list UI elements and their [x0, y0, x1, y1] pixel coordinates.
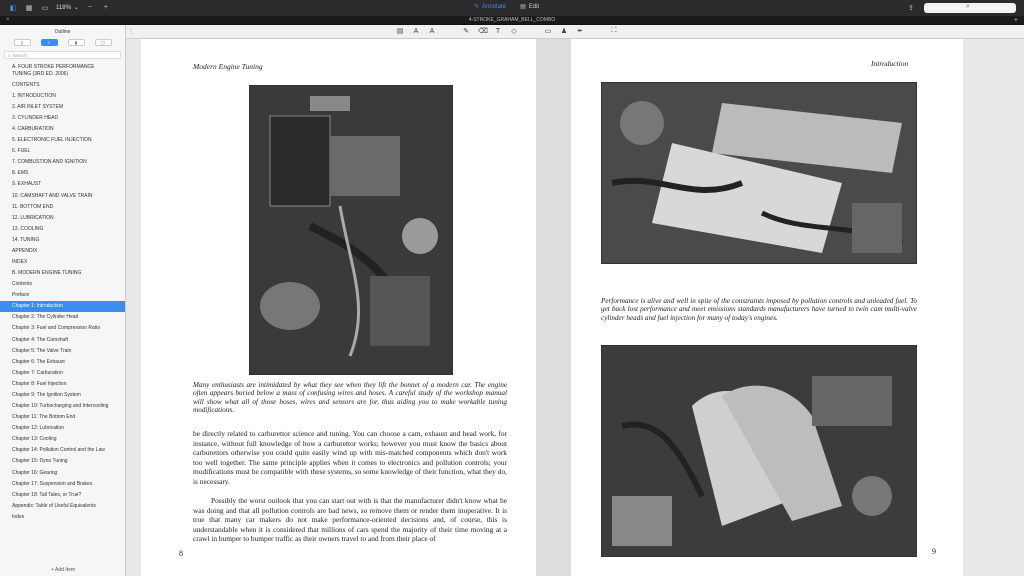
right-photo-caption: Performance is alive and well in spite of the constraints imposed by pollution controls and unleaded fuel. To get back lost performance and meet emissions standards manufacturers have turned to twin cam multi-valve cylinder heads and fuel injection for many of today's engines. — [601, 297, 917, 322]
close-icon[interactable]: × — [6, 17, 10, 23]
thumbnail-view-icon[interactable]: ▦ — [25, 4, 33, 12]
outline-item[interactable]: Chapter 17: Suspension and Brakes — [12, 480, 93, 487]
page-number-left: 8 — [179, 549, 183, 558]
page-gutter — [536, 39, 571, 576]
tab-annotations[interactable] — [95, 39, 112, 46]
intake-manifold-illustration — [602, 346, 916, 556]
zoom-level: 118% — [56, 4, 71, 11]
outline-item[interactable]: 4. CARBURATION — [12, 126, 54, 133]
pen-icon: ✎ — [474, 4, 480, 10]
note-icon: ▢ — [101, 40, 105, 45]
outline-item[interactable]: A. FOUR STROKE PERFORMANCE TUNING (3RD ED. 2006) — [12, 64, 95, 77]
document-area — [126, 25, 1024, 576]
outline-item[interactable]: 1. INTRODUCTION — [12, 92, 56, 99]
document-title: 4-STROKE_GRAHAM_BELL_COMBO — [468, 17, 556, 23]
outline-item[interactable]: 9. EXHAUST — [12, 181, 42, 188]
bookmark-icon: ▮ — [74, 40, 78, 45]
sidebar-toggle-icon[interactable]: ◧ — [9, 4, 17, 12]
annotate-tab[interactable] — [474, 3, 506, 10]
eraser-icon[interactable]: ⌫ — [478, 28, 488, 35]
text-tool-icon[interactable]: T — [495, 27, 501, 35]
outline-item[interactable]: Chapter 1: Introduction — [0, 301, 125, 312]
outline-item[interactable]: Chapter 15: Dyno Tuning — [12, 458, 68, 465]
add-item-button[interactable]: + Add Item — [50, 567, 76, 573]
outline-item[interactable]: Appendix: Table of Useful Equivalents — [12, 502, 96, 509]
outline-item[interactable]: 12. LUBRICATION — [12, 214, 54, 221]
sidebar-title: Outline — [54, 29, 71, 35]
shape-icon[interactable]: ◇ — [511, 28, 517, 35]
outline-search-field[interactable] — [4, 51, 121, 59]
chevron-down-icon: ⌄ — [73, 5, 79, 11]
zoom-in-button[interactable]: + — [103, 4, 108, 11]
tab-bookmarks[interactable] — [68, 39, 85, 46]
search-input[interactable] — [924, 3, 1016, 13]
page-number-right: 9 — [932, 547, 936, 556]
search-icon: ⌕ — [966, 3, 970, 10]
outline-item[interactable]: Chapter 11: The Bottom End — [12, 414, 76, 421]
running-head-left: Modern Engine Tuning — [193, 62, 263, 71]
list-icon: ≡ — [47, 40, 51, 45]
outline-item[interactable]: Chapter 5: The Valve Train — [12, 347, 72, 354]
left-page — [141, 39, 536, 576]
outline-item[interactable]: 11. BOTTOM END — [12, 203, 54, 210]
outline-item[interactable]: Chapter 6: The Exhaust — [12, 358, 65, 365]
zoom-out-button[interactable]: − — [87, 4, 92, 11]
document-tab-bar — [0, 16, 1024, 25]
toyota-engine-illustration — [602, 83, 916, 263]
right-page — [571, 39, 963, 576]
fullscreen-icon[interactable]: ⛶ — [611, 27, 617, 34]
edit-tab[interactable] — [520, 3, 539, 10]
outline-item[interactable]: Contents — [12, 281, 33, 288]
outline-item[interactable]: Chapter 4: The Camshaft — [12, 336, 69, 343]
outline-item[interactable]: 5. ELECTRONIC FUEL INJECTION — [12, 137, 92, 144]
search-placeholder: Search — [12, 53, 27, 58]
left-photo-caption: Many enthusiasts are intimidated by what they see when they lift the bonnet of a modern car. The engine often appears buried below a mass of confusing wires and hoses. A careful study of the workshop manual will show what all of those hoses, wires and sensors are for, thus aiding you to make workable tuning modifications. — [193, 381, 507, 415]
toyota-engine-photo — [601, 82, 917, 264]
outline-item[interactable]: 8. EMS — [12, 170, 29, 177]
outline-item[interactable]: Index — [12, 513, 25, 520]
signature-icon[interactable]: ✒ — [577, 28, 583, 35]
outline-item[interactable]: 6. FUEL — [12, 148, 31, 155]
outline-item[interactable]: Chapter 12: Lubrication — [12, 425, 64, 432]
left-body-paragraph-1: be directly related to carburettor science and tuning. You can choose a cam, exhaust and head work, for instance, without full knowledge of how a carburettor works; however you must know the basics about carburettors otherwise you could quite easily wind up with mis-matched components which don't work too well together. The same principle applies when it comes to electronics and pollution controls; your modifications must be compatible with these systems, so some knowledge of their function, what they do, is necessary. — [193, 429, 507, 486]
sidebar-tabs — [0, 37, 125, 48]
outline-item[interactable]: Chapter 8: Fuel Injection — [12, 380, 67, 387]
outline-item[interactable]: Chapter 10: Turbocharging and Intercooling — [12, 403, 109, 410]
engine-bay-photo — [249, 85, 453, 375]
pencil-icon[interactable]: ✎ — [463, 28, 469, 35]
outline-item[interactable]: 2. AIR INLET SYSTEM — [12, 103, 64, 110]
outline-item[interactable]: 13. COOLING — [12, 225, 44, 232]
drag-handle-icon[interactable]: ⋮ — [128, 29, 134, 35]
outline-item[interactable]: Chapter 13: Cooling — [12, 436, 57, 443]
outline-item[interactable]: 3. CYLINDER HEAD — [12, 115, 59, 121]
outline-item[interactable]: Chapter 18: Tall Tales, or True? — [12, 491, 82, 498]
search-icon: ⌕ — [8, 53, 11, 58]
text-color-icon[interactable]: A — [429, 27, 435, 35]
text-box-icon[interactable]: ▤ — [396, 28, 404, 35]
outline-item[interactable]: Chapter 16: Gearing — [12, 469, 58, 476]
main-toolbar — [0, 0, 1024, 16]
page-icon: ▯ — [20, 40, 24, 45]
outline-item[interactable]: 14. TUNING — [12, 236, 40, 243]
outline-item[interactable]: Preface — [12, 292, 30, 299]
outline-item[interactable]: Chapter 2: The Cylinder Head — [12, 314, 79, 321]
share-icon[interactable]: ⇪ — [908, 5, 914, 12]
outline-sidebar — [0, 25, 126, 576]
outline-item[interactable]: 7. COMBUSTION AND IGNITION — [12, 159, 87, 166]
left-body-paragraph-2: Possibly the worst outlook that you can start out with is that the manufacturer didn't know what he was doing and that all pollution controls are bad news, so remove them or render them inoperative. It is true that many car makers do not make performance-oriented decisions and, of course, this is understandable when it is considered that millions of cars spend the majority of their time moving at a crawl in bumper to bumper traffic as their owners travel to and from their place of — [193, 496, 507, 543]
outline-item[interactable]: Chapter 14: Pollution Control and the Law — [12, 447, 105, 454]
outline-item[interactable]: CONTENTS — [12, 81, 40, 88]
text-style-icon[interactable]: A — [413, 27, 419, 35]
outline-item[interactable]: B. MODERN ENGINE TUNING — [12, 270, 82, 277]
intake-manifold-photo — [601, 345, 917, 557]
edit-icon: ▤ — [520, 4, 526, 10]
two-page-view-icon[interactable]: ▭ — [41, 4, 49, 12]
outline-item[interactable]: APPENDIX — [12, 247, 38, 254]
annotate-label: Annotate — [482, 3, 507, 10]
outline-list — [0, 62, 125, 523]
comment-icon[interactable]: ▭ — [544, 28, 552, 35]
tab-thumbnails[interactable] — [14, 39, 31, 46]
outline-item[interactable]: Chapter 3: Fuel and Compression Ratio — [12, 325, 101, 332]
pages-view[interactable] — [126, 39, 1024, 576]
edit-label: Edit — [528, 3, 540, 10]
engine-photo-illustration — [250, 86, 452, 374]
outline-item[interactable]: Chapter 9: The Ignition System — [12, 391, 81, 398]
outline-item[interactable]: INDEX — [12, 259, 28, 266]
zoom-control[interactable] — [56, 4, 79, 11]
running-head-right: Introduction — [871, 59, 909, 68]
new-tab-button[interactable]: + — [1013, 17, 1018, 24]
tab-outline[interactable] — [41, 39, 58, 46]
outline-item[interactable]: Chapter 7: Carburation — [12, 369, 63, 376]
outline-item[interactable]: 10. CAMSHAFT AND VALVE TRAIN — [12, 192, 93, 199]
annotation-toolbar — [126, 25, 1024, 39]
stamp-icon[interactable]: ♟ — [560, 28, 568, 35]
